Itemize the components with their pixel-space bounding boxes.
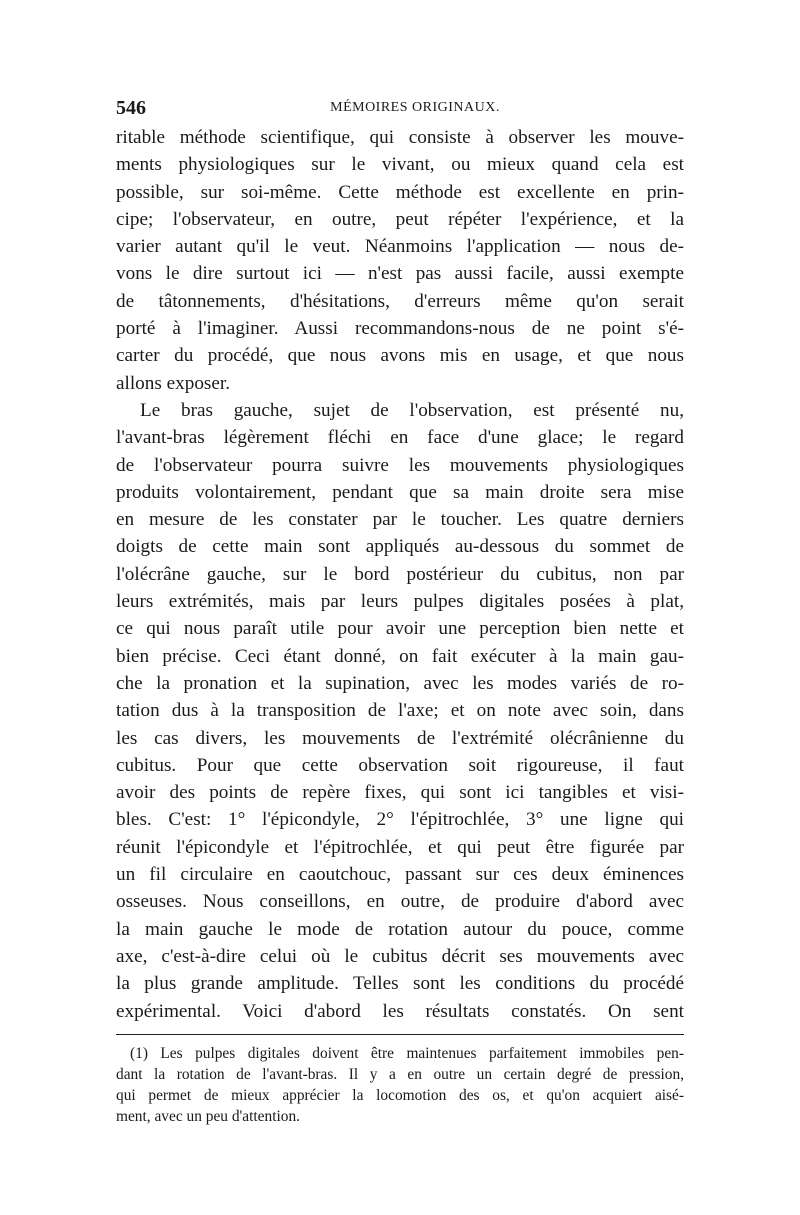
running-title: MÉMOIRES ORIGINAUX. <box>330 100 500 115</box>
text-line: expérimental. Voici d'abord les résultats constatés. On sent <box>116 1000 684 1022</box>
text-line: che la pronation et la supination, avec les modes variés de ro- <box>116 672 684 694</box>
body-text <box>116 124 684 1025</box>
footnote-line: (1) Les pulpes digitales doivent être maintenues parfaitement immobiles pen- <box>130 1044 684 1062</box>
text-line: cubitus. Pour que cette observation soit rigoureuse, il faut <box>116 754 684 776</box>
footnote-line: qui permet de mieux apprécier la locomotion des os, et qu'on acquiert aisé- <box>116 1086 684 1104</box>
text-line: possible, sur soi-même. Cette méthode est excellente en prin- <box>116 181 684 203</box>
text-line: cipe; l'observateur, en outre, peut répéter l'expérience, et la <box>116 208 684 230</box>
text-line-paragraph-start: Le bras gauche, sujet de l'observation, est présenté nu, <box>140 399 684 421</box>
text-line: doigts de cette main sont appliqués au-dessous du sommet de <box>116 536 684 558</box>
text-line: produits volontairement, pendant que sa main droite sera mise <box>116 481 684 503</box>
text-line: en mesure de les constater par le toucher. Les quatre derniers <box>116 509 684 531</box>
text-line: l'olécrâne gauche, sur le bord postérieur du cubitus, non par <box>116 563 684 585</box>
footnote-line: ment, avec un peu d'attention. <box>116 1107 300 1125</box>
text-line: la plus grande amplitude. Telles sont les conditions du procédé <box>116 973 684 995</box>
page-number: 546 <box>116 97 146 119</box>
text-line: les cas divers, les mouvements de l'extrémité olécrânienne du <box>116 727 684 749</box>
text-line: axe, c'est-à-dire celui où le cubitus décrit ses mouvements avec <box>116 945 684 967</box>
text-line: la main gauche le mode de rotation autour du pouce, comme <box>116 918 684 940</box>
text-line: ce qui nous paraît utile pour avoir une perception bien nette et <box>116 618 684 640</box>
text-line: tation dus à la transposition de l'axe; et on note avec soin, dans <box>116 700 684 722</box>
text-line: ritable méthode scientifique, qui consiste à observer les mouve- <box>116 127 684 148</box>
text-line: porté à l'imaginer. Aussi recommandons-nous de ne point s'é- <box>116 318 684 340</box>
text-line: bien précise. Ceci étant donné, on fait exécuter à la main gau- <box>116 645 684 667</box>
text-line: de l'observateur pourra suivre les mouvements physiologiques <box>116 454 684 476</box>
text-line: ments physiologiques sur le vivant, ou mieux quand cela est <box>116 154 684 176</box>
page-header <box>116 96 684 120</box>
text-line: réunit l'épicondyle et l'épitrochlée, et qui peut être figurée par <box>116 836 684 858</box>
footnote-divider <box>116 1034 684 1035</box>
text-line: de tâtonnements, d'hésitations, d'erreurs même qu'on serait <box>116 290 684 312</box>
text-line: avoir des points de repère fixes, qui sont ici tangibles et visi- <box>116 782 684 804</box>
text-line: leurs extrémités, mais par leurs pulpes digitales posées à plat, <box>116 591 684 613</box>
footnote-line: dant la rotation de l'avant-bras. Il y a en outre un certain degré de pression, <box>116 1065 684 1083</box>
text-line: osseuses. Nous conseillons, en outre, de produire d'abord avec <box>116 891 684 913</box>
footnote <box>116 1043 684 1127</box>
text-line: bles. C'est: 1° l'épicondyle, 2° l'épitrochlée, 3° une ligne qui <box>116 809 684 831</box>
text-line: varier autant qu'il le veut. Néanmoins l'application — nous de- <box>116 236 684 258</box>
text-line: vons le dire surtout ici — n'est pas aussi facile, aussi exempte <box>116 263 684 285</box>
text-line: allons exposer. <box>116 372 231 394</box>
text-line: l'avant-bras légèrement fléchi en face d'une glace; le regard <box>116 427 684 449</box>
book-page <box>116 96 684 1127</box>
text-line: un fil circulaire en caoutchouc, passant sur ces deux éminences <box>116 864 684 886</box>
text-line: carter du procédé, que nous avons mis en usage, et que nous <box>116 345 684 367</box>
